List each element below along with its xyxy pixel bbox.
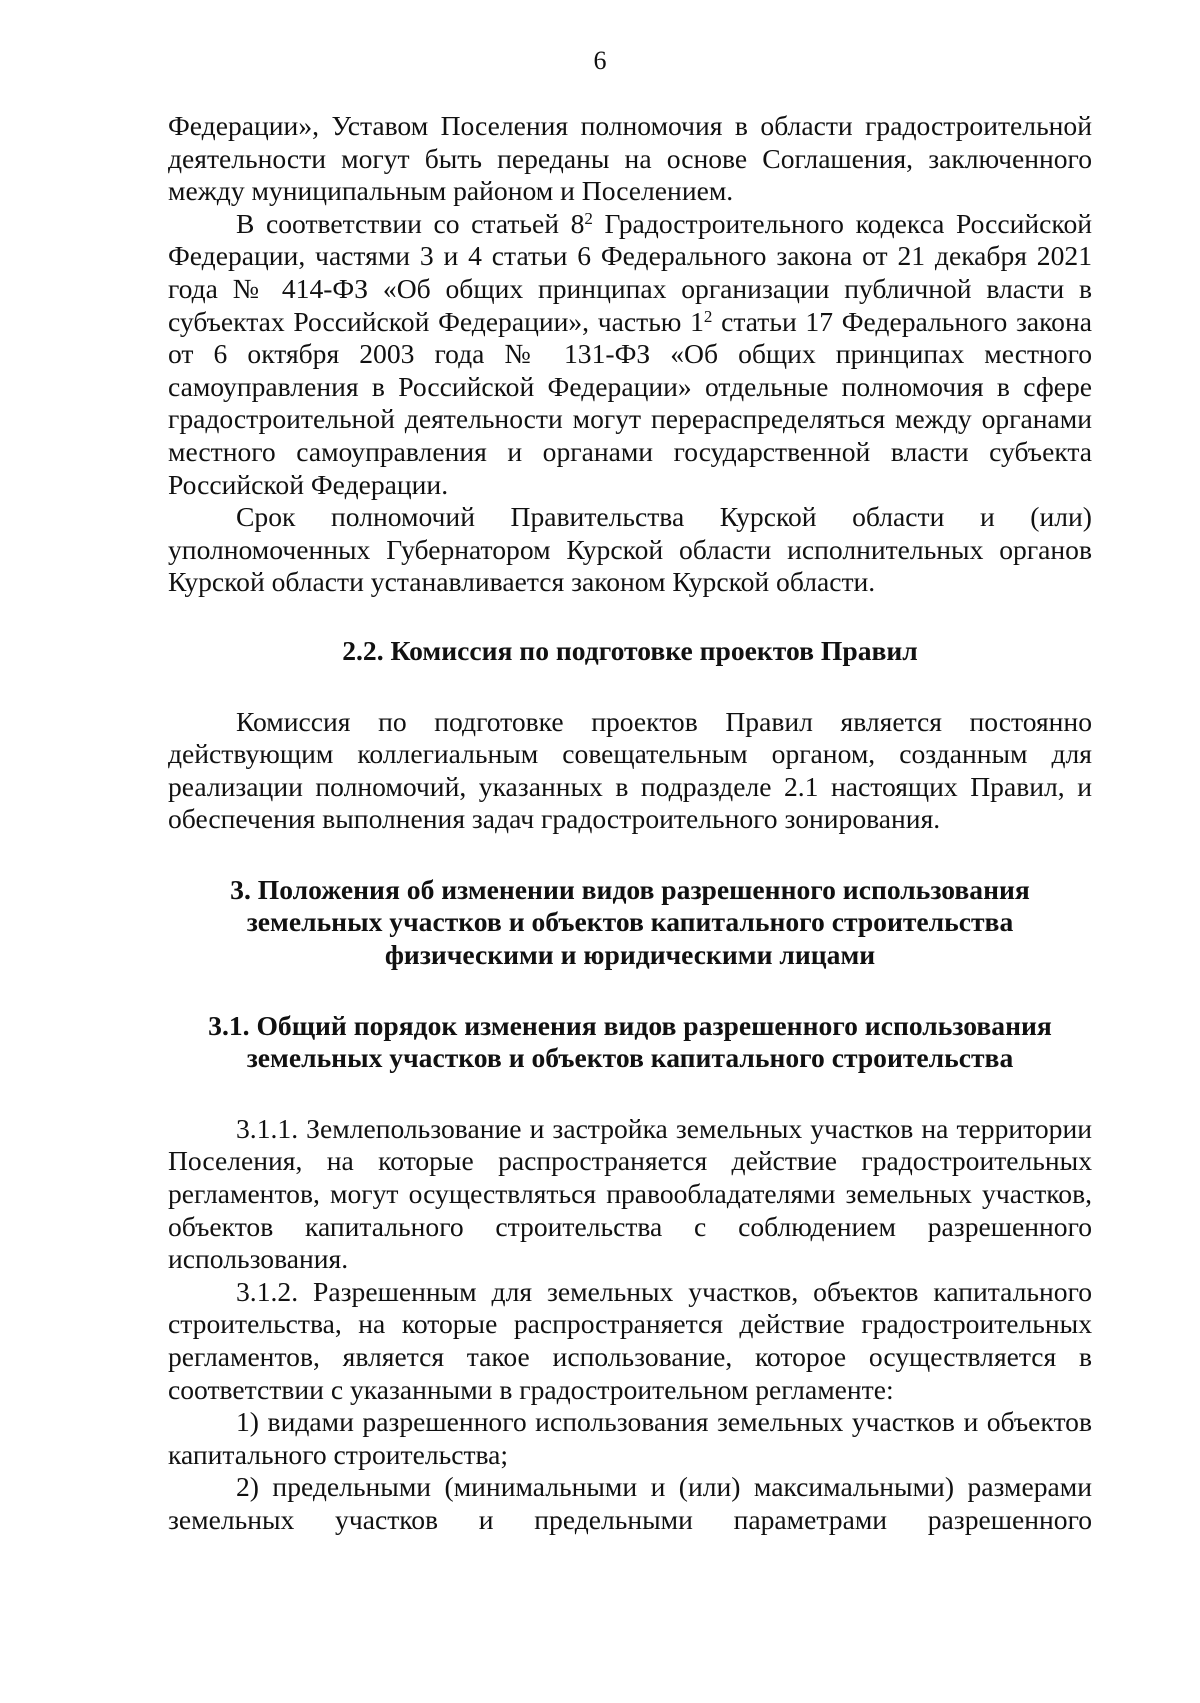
- paragraph-redistribution: [168, 208, 1092, 501]
- superscript-2: 2: [584, 208, 593, 228]
- spacer: [168, 668, 1092, 706]
- page-number: 6: [593, 46, 607, 75]
- heading-section-3-line-3: физическими и юридическими лицами: [384, 939, 876, 971]
- paragraph-redistribution-text-2: Градостроительного кодекса Российской Федерации, частями 3 и 4 статьи 6 Федерального закона от 21 декабря 2021 года № 414-ФЗ «Об общих принципах организации публичной власти в субъектах Российской Федерации», частью 1: [168, 207, 1093, 337]
- document-body: [168, 110, 1092, 1537]
- paragraph-commission: Комиссия по подготовке проектов Правил является постоянно действующим коллегиальным совещательным органом, созданным для реализации полномочий, указанных в подразделе 2.1 настоящих Правил, и обеспечения выполнения задач градостроительного зонирования.: [168, 705, 1092, 835]
- heading-section-3: [168, 874, 1092, 972]
- heading-section-3-line-2: земельных участков и объектов капитального строительства: [246, 906, 1014, 938]
- paragraph-powers-transfer: Федерации», Уставом Поселения полномочия в области градостроительной деятельности могут быть переданы на основе Соглашения, заключенного между муниципальным районом и Поселением.: [168, 110, 1092, 207]
- spacer: [168, 599, 1092, 635]
- spacer: [168, 1075, 1092, 1113]
- paragraph-3-1-1: 3.1.1. Землепользование и застройка земельных участков на территории Поселения, на которые распространяется действие градостроительных регламентов, могут осуществляться правообладателями земельных участков, объектов капитального строительства с соблюдением разрешенного использования.: [168, 1112, 1092, 1275]
- heading-section-3-1-line-2: земельных участков и объектов капитального строительства: [246, 1042, 1014, 1074]
- paragraph-redistribution-text-1: В соответствии со статьей 8: [236, 207, 585, 239]
- paragraph-term-of-powers: Срок полномочий Правительства Курской области и (или) уполномоченных Губернатором Курской области исполнительных органов Курской области устанавливается законом Курской области.: [168, 501, 1092, 598]
- list-item-1: 1) видами разрешенного использования земельных участков и объектов капитального строительства;: [168, 1406, 1092, 1470]
- heading-section-3-1: [168, 1010, 1092, 1075]
- spacer: [168, 972, 1092, 1010]
- list-item-2: 2) предельными (минимальными и (или) максимальными) размерами земельных участков и предельными параметрами разрешенного: [168, 1471, 1092, 1535]
- paragraph-redistribution-text-3: статьи 17 Федерального закона от 6 октября 2003 года № 131-ФЗ «Об общих принципах местного самоуправления в Российской Федерации» отдельные полномочия в сфере градостроительной деятельности могут перераспределяться между органами местного самоуправления и органами государственной власти субъекта Российской Федерации.: [168, 305, 1092, 500]
- heading-section-3-1-line-1: 3.1. Общий порядок изменения видов разрешенного использования: [208, 1009, 1052, 1041]
- paragraph-3-1-2: 3.1.2. Разрешенным для земельных участков, объектов капитального строительства, на которые распространяется действие градостроительных регламентов, является такое использование, которое осуществляется в соответствии с указанными в градостроительном регламенте:: [168, 1275, 1092, 1405]
- spacer: [168, 836, 1092, 874]
- heading-2-2: 2.2. Комиссия по подготовке проектов Правил: [342, 634, 918, 666]
- heading-section-3-line-1: 3. Положения об изменении видов разрешенного использования: [230, 873, 1030, 905]
- superscript-2: 2: [703, 306, 713, 326]
